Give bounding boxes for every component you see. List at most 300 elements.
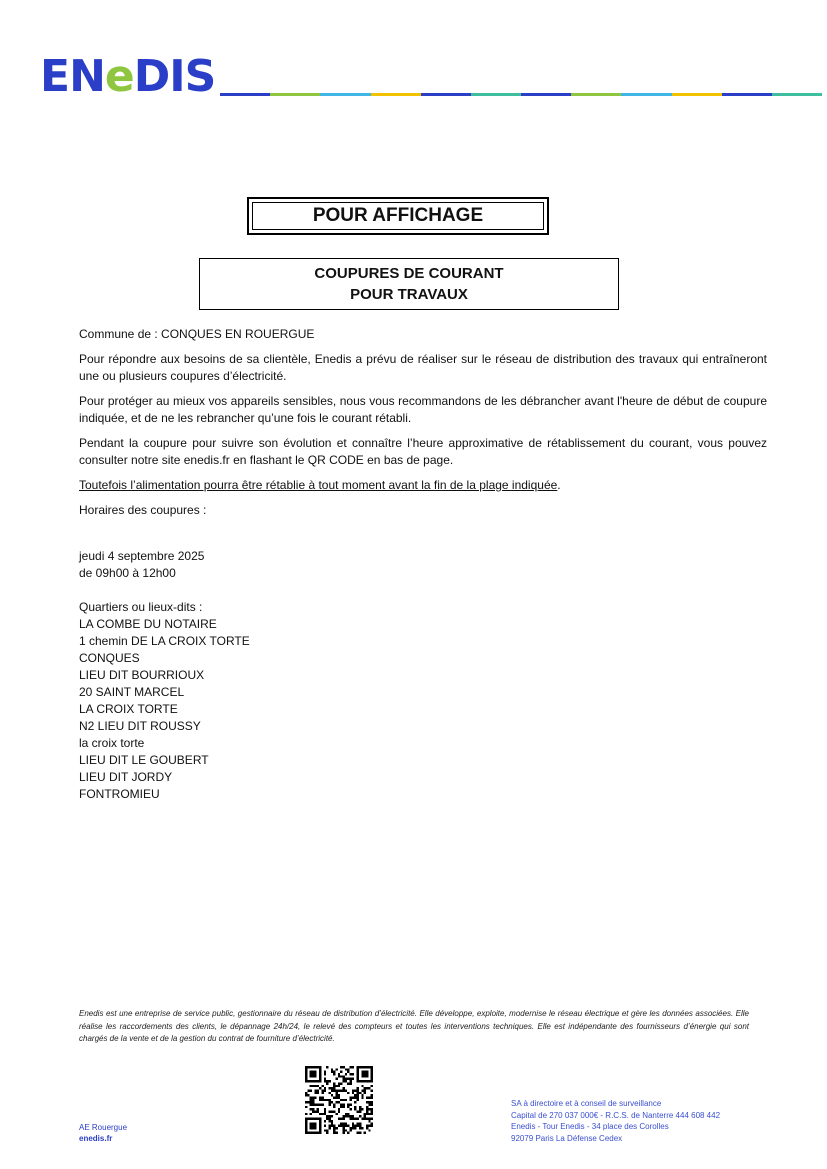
qr-module: [321, 1099, 323, 1101]
rule-segment: [270, 93, 320, 96]
qr-module: [359, 1092, 361, 1094]
qr-module: [343, 1132, 345, 1134]
qr-module: [345, 1078, 347, 1080]
logo-letter-n: N: [69, 51, 105, 102]
qr-module: [350, 1099, 352, 1101]
qr-module: [321, 1092, 323, 1094]
qr-module: [343, 1118, 345, 1120]
qr-module: [354, 1118, 356, 1120]
qr-module: [357, 1087, 359, 1089]
qr-module: [357, 1111, 359, 1113]
qr-module: [352, 1118, 354, 1120]
qr-module: [366, 1101, 368, 1103]
places-list: [79, 599, 767, 803]
qr-module: [335, 1068, 337, 1070]
qr-module: [357, 1092, 359, 1094]
qr-module: [357, 1132, 359, 1134]
qr-module: [347, 1092, 349, 1094]
qr-module: [371, 1089, 373, 1091]
qr-module: [333, 1125, 335, 1127]
qr-module: [343, 1115, 345, 1117]
qr-module: [326, 1099, 328, 1101]
qr-module: [328, 1111, 330, 1113]
qr-module: [352, 1125, 354, 1127]
qr-module: [340, 1122, 342, 1124]
qr-module: [347, 1113, 349, 1115]
qr-module: [347, 1082, 349, 1084]
qr-module: [328, 1125, 330, 1127]
qr-module: [359, 1108, 361, 1110]
qr-module: [357, 1125, 359, 1127]
qr-module: [361, 1085, 363, 1087]
qr-module: [361, 1071, 368, 1078]
qr-module: [333, 1096, 335, 1098]
qr-module: [340, 1066, 342, 1068]
qr-module: [328, 1092, 330, 1094]
place-item: LIEU DIT BOURRIOUX: [79, 668, 205, 682]
logo-letter-d: D: [133, 51, 170, 102]
places-label: Quartiers ou lieux-dits :: [79, 600, 203, 614]
qr-module: [361, 1096, 363, 1098]
place-item: CONQUES: [79, 651, 140, 665]
qr-module: [350, 1118, 352, 1120]
footer-disclaimer: Enedis est une entreprise de service public, gestionnaire du réseau de distribution d’électricité. Elle développe, exploite, modernise le réseau électrique et gère les données associées. Elle réalise les raccordements des clients, le dépannage 24h/24, le relevé des compteurs et toutes les interventions techniques. Elle est indépendante des fournisseurs d’énergie qui sont chargés de la vente et de la gestion du contrat de fourniture d’électricité.: [79, 1009, 749, 1043]
qr-module: [331, 1111, 333, 1113]
qr-module: [352, 1089, 354, 1091]
qr-module: [335, 1092, 337, 1094]
footer-agency: AE Rouergue: [79, 1123, 128, 1132]
qr-module: [350, 1080, 352, 1082]
qr-module: [366, 1125, 368, 1127]
qr-module: [333, 1127, 335, 1129]
qr-module: [338, 1125, 340, 1127]
qr-module: [317, 1085, 319, 1087]
qr-module: [314, 1092, 316, 1094]
qr-module: [359, 1127, 361, 1129]
qr-module: [314, 1096, 316, 1098]
qr-module: [333, 1089, 335, 1091]
logo-letter-e1: E: [40, 51, 70, 102]
qr-module: [338, 1085, 340, 1087]
qr-module: [333, 1073, 335, 1075]
qr-module: [350, 1108, 352, 1110]
qr-module: [343, 1127, 345, 1129]
qr-module: [333, 1132, 335, 1134]
qr-module: [371, 1125, 373, 1127]
qr-module: [338, 1089, 340, 1091]
qr-module: [338, 1101, 340, 1103]
qr-module: [350, 1078, 352, 1080]
qr-module: [347, 1132, 349, 1134]
qr-module: [324, 1078, 326, 1080]
qr-module: [352, 1127, 354, 1129]
qr-module: [312, 1104, 314, 1106]
logo-letter-i: I: [169, 51, 185, 102]
qr-module: [314, 1085, 316, 1087]
qr-module: [333, 1087, 335, 1089]
qr-module: [338, 1073, 340, 1075]
qr-module: [359, 1132, 361, 1134]
qr-module: [352, 1078, 354, 1080]
qr-module: [321, 1089, 323, 1091]
rule-segment: [421, 93, 471, 96]
qr-module: [343, 1087, 345, 1089]
qr-module: [328, 1115, 330, 1117]
qr-module: [350, 1082, 352, 1084]
qr-module: [317, 1104, 319, 1106]
qr-module: [343, 1104, 345, 1106]
qr-module: [333, 1071, 335, 1073]
qr-module: [347, 1104, 349, 1106]
commune-line: Commune de : CONQUES EN ROUERGUE: [79, 327, 315, 341]
qr-module: [312, 1099, 314, 1101]
qr-module: [331, 1115, 333, 1117]
qr-module: [354, 1101, 356, 1103]
qr-module: [345, 1115, 347, 1117]
logo-letter-s: S: [184, 51, 216, 102]
qr-module: [333, 1104, 335, 1106]
place-item: N2 LIEU DIT ROUSSY: [79, 719, 201, 733]
footer-legal-form: SA à directoire et à conseil de surveillance: [511, 1099, 662, 1108]
rule-segment: [521, 93, 571, 96]
qr-module: [319, 1099, 321, 1101]
qr-module: [324, 1125, 326, 1127]
qr-module: [343, 1089, 345, 1091]
qr-module: [324, 1129, 326, 1131]
qr-module: [350, 1096, 352, 1098]
qr-module: [324, 1089, 326, 1091]
warning-line: [79, 477, 767, 494]
qr-module: [357, 1118, 359, 1120]
qr-module: [310, 1085, 312, 1087]
rule-segment: [371, 93, 421, 96]
qr-module: [328, 1118, 330, 1120]
rule-segment: [220, 93, 270, 96]
qr-module: [368, 1101, 370, 1103]
qr-module: [357, 1099, 359, 1101]
qr-module: [319, 1113, 321, 1115]
qr-module: [310, 1071, 317, 1078]
qr-module: [312, 1108, 314, 1110]
qr-module: [352, 1115, 354, 1117]
qr-module: [361, 1094, 363, 1096]
qr-module: [371, 1122, 373, 1124]
qr-module: [343, 1106, 345, 1108]
paragraph-appareils: Pour protéger au mieux vos appareils sensibles, nous vous recommandons de les débrancher avant l'heure de début de coupure indiquée, et de ne les rebrancher qu’une fois le courant rétabli.: [79, 394, 767, 425]
qr-module: [338, 1118, 340, 1120]
qr-module: [333, 1085, 335, 1087]
qr-module: [347, 1078, 349, 1080]
place-item: LA COMBE DU NOTAIRE: [79, 617, 217, 631]
qr-module: [314, 1089, 316, 1091]
qr-module: [335, 1078, 337, 1080]
qr-module: [371, 1111, 373, 1113]
qr-module: [366, 1118, 368, 1120]
qr-module: [328, 1080, 330, 1082]
qr-module: [326, 1080, 328, 1082]
qr-module: [366, 1106, 368, 1108]
qr-module: [328, 1101, 330, 1103]
qr-module: [307, 1101, 309, 1103]
qr-module: [328, 1104, 330, 1106]
qr-module: [312, 1096, 314, 1098]
qr-module: [347, 1125, 349, 1127]
qr-module: [331, 1068, 333, 1070]
qr-module: [335, 1132, 337, 1134]
qr-module: [345, 1068, 347, 1070]
qr-module: [314, 1104, 316, 1106]
qr-module: [368, 1096, 370, 1098]
qr-module: [371, 1108, 373, 1110]
qr-module: [350, 1127, 352, 1129]
qr-module: [350, 1115, 352, 1117]
qr-module: [310, 1108, 312, 1110]
affichage-title: POUR AFFICHAGE: [312, 205, 484, 226]
qr-module: [357, 1094, 359, 1096]
qr-module: [340, 1089, 342, 1091]
footer-address-2: 92079 Paris La Défense Cedex: [511, 1133, 623, 1143]
qr-module: [350, 1073, 352, 1075]
qr-module: [317, 1111, 319, 1113]
qr-module: [321, 1113, 323, 1115]
rule-segment: [471, 93, 521, 96]
qr-module: [331, 1122, 333, 1124]
qr-module: [359, 1122, 361, 1124]
qr-module: [343, 1125, 345, 1127]
qr-module: [371, 1101, 373, 1103]
qr-module: [368, 1113, 370, 1115]
enedis-logo: [40, 52, 215, 102]
qr-module: [310, 1101, 312, 1103]
warning-text: Toutefois l’alimentation pourra être rétablie à tout moment avant la fin de la plage indiquée: [79, 478, 558, 492]
qr-module: [305, 1106, 307, 1108]
footer-address-1: Enedis - Tour Enedis - 34 place des Corolles: [511, 1122, 669, 1131]
logo-letter-e2: e: [104, 51, 134, 102]
qr-module: [319, 1087, 321, 1089]
qr-module: [312, 1085, 314, 1087]
qr-module: [354, 1096, 356, 1098]
place-item: 20 SAINT MARCEL: [79, 685, 185, 699]
qr-module: [343, 1099, 345, 1101]
schedule-time: de 09h00 à 12h00: [79, 566, 176, 580]
qr-module: [326, 1132, 328, 1134]
footer-capital: Capital de 270 037 000€ - R.C.S. de Nanterre 444 608 442: [511, 1110, 721, 1120]
qr-module: [354, 1108, 356, 1110]
qr-module: [335, 1127, 337, 1129]
qr-module: [324, 1120, 326, 1122]
paragraph-suivi: Pendant la coupure pour suivre son évolution et connaître l’heure approximative de rétablissement du courant, vous pouvez consulter notre site enedis.fr en flashant le QR CODE en bas de page.: [79, 436, 767, 467]
qr-module: [333, 1129, 335, 1131]
qr-module: [335, 1094, 337, 1096]
qr-module: [364, 1132, 366, 1134]
schedule-date: jeudi 4 septembre 2025: [79, 549, 205, 563]
qr-module: [328, 1087, 330, 1089]
rule-segment: [621, 93, 671, 96]
footer-company-info: [511, 1098, 720, 1144]
qr-module: [335, 1089, 337, 1091]
qr-module: [335, 1113, 337, 1115]
footer-website-link[interactable]: enedis.fr: [79, 1134, 113, 1143]
qr-module: [345, 1099, 347, 1101]
qr-module: [371, 1085, 373, 1087]
qr-module: [368, 1120, 370, 1122]
qr-module: [328, 1127, 330, 1129]
qr-module: [340, 1118, 342, 1120]
qr-module: [324, 1113, 326, 1115]
qr-module: [368, 1108, 370, 1110]
qr-module: [345, 1122, 347, 1124]
qr-module: [357, 1122, 359, 1124]
qr-module: [310, 1099, 312, 1101]
qr-module: [312, 1111, 314, 1113]
qr-module: [357, 1089, 359, 1091]
qr-module: [371, 1113, 373, 1115]
notice-body: [79, 326, 767, 803]
qr-module: [352, 1073, 354, 1075]
qr-module: [361, 1108, 363, 1110]
qr-module: [326, 1082, 328, 1084]
qr-module: [321, 1085, 323, 1087]
qr-module: [345, 1089, 347, 1091]
qr-module: [359, 1115, 361, 1117]
qr-module: [368, 1118, 370, 1120]
qr-module: [345, 1129, 347, 1131]
qr-module: [364, 1118, 366, 1120]
qr-module: [352, 1066, 354, 1068]
qr-module: [326, 1115, 328, 1117]
qr-module: [340, 1099, 342, 1101]
qr-module: [350, 1104, 352, 1106]
qr-module: [366, 1096, 368, 1098]
place-item: 1 chemin DE LA CROIX TORTE: [79, 634, 250, 648]
qr-module: [347, 1071, 349, 1073]
qr-module: [338, 1082, 340, 1084]
qr-module: [368, 1125, 370, 1127]
qr-module: [317, 1089, 319, 1091]
qr-module: [335, 1085, 337, 1087]
qr-module: [333, 1111, 335, 1113]
qr-module: [354, 1125, 356, 1127]
qr-module: [371, 1104, 373, 1106]
qr-module: [331, 1089, 333, 1091]
qr-module: [310, 1104, 312, 1106]
qr-module: [310, 1113, 312, 1115]
qr-module: [345, 1125, 347, 1127]
qr-module: [364, 1089, 366, 1091]
qr-module: [324, 1108, 326, 1110]
qr-module: [359, 1111, 361, 1113]
rule-segment: [722, 93, 772, 96]
qr-module: [368, 1087, 370, 1089]
qr-module: [331, 1071, 333, 1073]
qr-module: [340, 1104, 342, 1106]
coupures-title-line1: COUPURES DE COURANT: [314, 265, 504, 282]
place-item: LIEU DIT JORDY: [79, 770, 173, 784]
qr-module: [312, 1101, 314, 1103]
place-item: LA CROIX TORTE: [79, 702, 178, 716]
qr-module: [328, 1099, 330, 1101]
qr-module: [340, 1082, 342, 1084]
qr-module: [310, 1089, 312, 1091]
qr-module: [364, 1087, 366, 1089]
qr-module: [307, 1089, 309, 1091]
qr-module: [328, 1120, 330, 1122]
qr-module: [338, 1108, 340, 1110]
qr-module: [354, 1106, 356, 1108]
qr-module: [361, 1118, 363, 1120]
qr-module: [366, 1113, 368, 1115]
qr-module: [338, 1111, 340, 1113]
qr-module: [331, 1094, 333, 1096]
qr-module: [331, 1087, 333, 1089]
qr-module: [354, 1127, 356, 1129]
rule-segment: [772, 93, 822, 96]
qr-module: [305, 1101, 307, 1103]
qr-module: [368, 1104, 370, 1106]
qr-module: [331, 1120, 333, 1122]
qr-module: [361, 1127, 363, 1129]
affichage-box: [247, 197, 549, 235]
qr-module: [331, 1101, 333, 1103]
qr-module: [310, 1096, 312, 1098]
qr-module: [371, 1118, 373, 1120]
schedule: [79, 548, 767, 582]
header-rule: [220, 93, 822, 96]
qr-module: [343, 1075, 345, 1077]
qr-module: [347, 1068, 349, 1070]
qr-module: [340, 1071, 342, 1073]
qr-module: [352, 1096, 354, 1098]
qr-module: [305, 1092, 307, 1094]
qr-module: [335, 1096, 337, 1098]
qr-module: [317, 1108, 319, 1110]
qr-module: [350, 1129, 352, 1131]
qr-module: [366, 1087, 368, 1089]
qr-module: [352, 1122, 354, 1124]
qr-module: [371, 1096, 373, 1098]
place-item: la croix torte: [79, 736, 145, 750]
footer-left: [79, 1122, 127, 1144]
qr-module: [338, 1094, 340, 1096]
qr-module: [340, 1125, 342, 1127]
qr-module: [350, 1066, 352, 1068]
qr-module: [333, 1082, 335, 1084]
horaires-label: Horaires des coupures :: [79, 503, 207, 517]
qr-module: [324, 1087, 326, 1089]
qr-module: [326, 1118, 328, 1120]
qr-module: [331, 1125, 333, 1127]
qr-module: [366, 1127, 368, 1129]
qr-module: [319, 1096, 321, 1098]
qr-module: [324, 1071, 326, 1073]
qr-module: [326, 1129, 328, 1131]
qr-module: [305, 1113, 307, 1115]
qr-module: [366, 1108, 368, 1110]
qr-module: [357, 1096, 359, 1098]
qr-module: [324, 1080, 326, 1082]
qr-module: [317, 1092, 319, 1094]
qr-code-icon[interactable]: [305, 1066, 373, 1134]
qr-module: [343, 1078, 345, 1080]
qr-module: [338, 1096, 340, 1098]
qr-module: [343, 1122, 345, 1124]
qr-module: [345, 1080, 347, 1082]
qr-module: [354, 1094, 356, 1096]
qr-module: [314, 1111, 316, 1113]
qr-module: [366, 1111, 368, 1113]
qr-module: [335, 1101, 337, 1103]
qr-module: [352, 1092, 354, 1094]
